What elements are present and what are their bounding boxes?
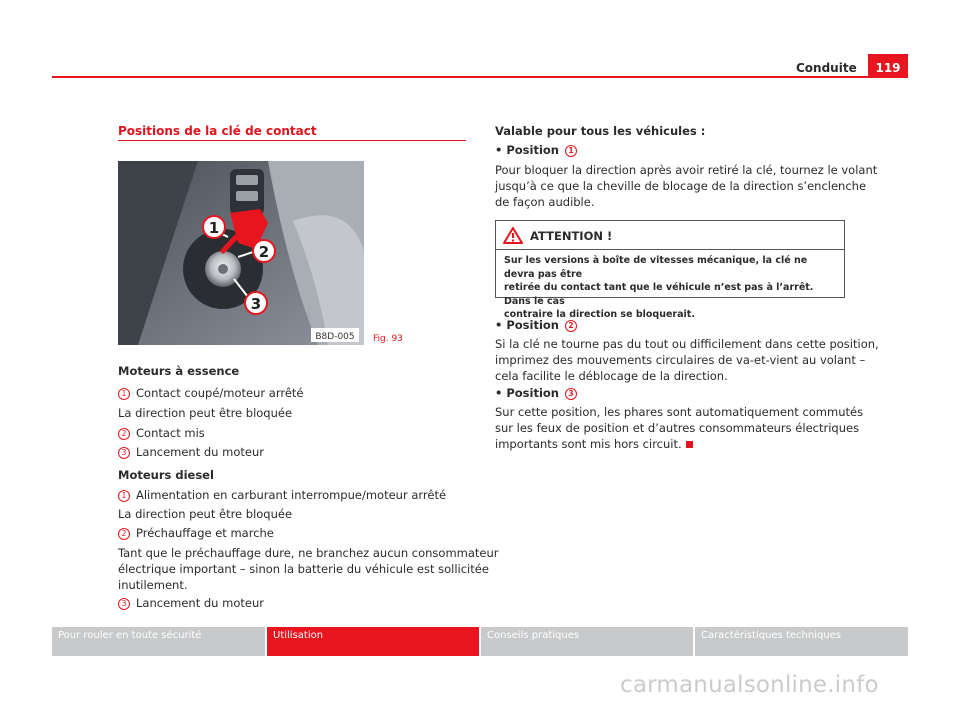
position-3-line-2: sur les feux de position et d’autres consommateurs électriques bbox=[495, 421, 860, 435]
petrol-item-1 bbox=[118, 385, 304, 402]
footer-tab-tips[interactable]: Conseils pratiques bbox=[481, 627, 693, 656]
position-1-line-1: Pour bloquer la direction après avoir retiré la clé, tournez le volant bbox=[495, 163, 878, 177]
figure-code: B8D-005 bbox=[315, 332, 355, 342]
page-number: 119 bbox=[868, 54, 908, 78]
diesel-item-1-text: Alimentation en carburant interrompue/moteur arrêté bbox=[136, 488, 447, 502]
warning-line-1: Sur les versions à boîte de vitesses mécanique, la clé ne devra pas être bbox=[504, 255, 808, 280]
number-badge: 3 bbox=[118, 598, 130, 610]
ignition-illustration bbox=[118, 161, 364, 345]
diesel-text-line-3: inutilement. bbox=[118, 578, 188, 592]
warning-header bbox=[496, 221, 844, 250]
position-1-line-3: de façon audible. bbox=[495, 195, 595, 209]
position-2-heading bbox=[495, 318, 577, 332]
warning-title: ATTENTION ! bbox=[530, 229, 613, 243]
petrol-item-1-text: Contact coupé/moteur arrêté bbox=[136, 386, 304, 400]
position-3-label: • Position bbox=[495, 386, 559, 400]
warning-line-3: contraire la direction se bloquerait. bbox=[504, 309, 695, 320]
petrol-note: La direction peut être bloquée bbox=[118, 406, 293, 420]
footer-tab-specs[interactable]: Caractéristiques techniques bbox=[695, 627, 908, 656]
position-1-label: • Position bbox=[495, 143, 559, 157]
watermark: carmanualsonline.info bbox=[620, 672, 879, 698]
diesel-text-line-1: Tant que le préchauffage dure, ne branchez aucun consommateur bbox=[118, 546, 499, 560]
end-marker-icon bbox=[686, 441, 693, 448]
number-badge: 2 bbox=[565, 320, 577, 332]
petrol-item-2-text: Contact mis bbox=[136, 426, 205, 440]
warning-triangle-icon bbox=[503, 227, 523, 248]
valid-heading: Valable pour tous les véhicules : bbox=[495, 124, 706, 138]
diesel-item-2 bbox=[118, 525, 274, 542]
number-badge: 3 bbox=[565, 388, 577, 400]
petrol-heading: Moteurs à essence bbox=[118, 364, 240, 378]
position-3-line-1: Sur cette position, les phares sont automatiquement commutés bbox=[495, 405, 864, 419]
figure-callout-2: 2 bbox=[258, 243, 270, 261]
position-2-label: • Position bbox=[495, 318, 559, 332]
section-title: Conduite bbox=[796, 61, 857, 75]
figure-callout-3: 3 bbox=[250, 295, 262, 313]
warning-line-2: retirée du contact tant que le véhicule n’est pas à l’arrêt. Dans le cas bbox=[504, 282, 814, 307]
footer-tab-usage[interactable]: Utilisation bbox=[267, 627, 479, 656]
title-rule bbox=[118, 140, 466, 141]
position-1-heading bbox=[495, 143, 577, 157]
position-2-line-2: imprimez des mouvements circulaires de va-et-vient au volant – bbox=[495, 353, 866, 367]
figure-label: Fig. 93 bbox=[373, 334, 403, 344]
position-2-line-1: Si la clé ne tourne pas du tout ou difficilement dans cette position, bbox=[495, 337, 879, 351]
position-3-line-3-text: importants sont mis hors circuit. bbox=[495, 437, 682, 451]
header-rule bbox=[52, 76, 908, 78]
diesel-item-3-text: Lancement du moteur bbox=[136, 596, 264, 610]
petrol-item-3-text: Lancement du moteur bbox=[136, 445, 264, 459]
diesel-text-line-2: électrique important – sinon la batterie du véhicule est sollicitée bbox=[118, 562, 489, 576]
petrol-item-3 bbox=[118, 444, 264, 461]
number-badge: 2 bbox=[118, 428, 130, 440]
position-3-line-3 bbox=[495, 436, 693, 453]
warning-text bbox=[504, 254, 838, 322]
position-2-line-3: cela facilite le déblocage de la direction. bbox=[495, 369, 728, 383]
number-badge: 1 bbox=[118, 490, 130, 502]
warning-box bbox=[495, 220, 845, 320]
diesel-item-3 bbox=[118, 595, 264, 612]
number-badge: 3 bbox=[118, 447, 130, 459]
footer-tab-safety[interactable]: Pour rouler en toute sécurité bbox=[52, 627, 265, 656]
diesel-item-2-text: Préchauffage et marche bbox=[136, 526, 274, 540]
number-badge: 1 bbox=[118, 388, 130, 400]
number-badge: 1 bbox=[565, 145, 577, 157]
number-badge: 2 bbox=[118, 528, 130, 540]
diesel-item-1 bbox=[118, 487, 446, 504]
petrol-item-2 bbox=[118, 425, 205, 442]
diesel-heading: Moteurs diesel bbox=[118, 468, 214, 482]
diesel-note: La direction peut être bloquée bbox=[118, 507, 293, 521]
position-1-line-2: jusqu’à ce que la cheville de blocage de la direction s’enclenche bbox=[495, 179, 867, 193]
article-title: Positions de la clé de contact bbox=[118, 124, 317, 138]
ignition-figure bbox=[118, 161, 364, 345]
position-3-heading bbox=[495, 386, 577, 400]
figure-callout-1: 1 bbox=[208, 219, 220, 237]
